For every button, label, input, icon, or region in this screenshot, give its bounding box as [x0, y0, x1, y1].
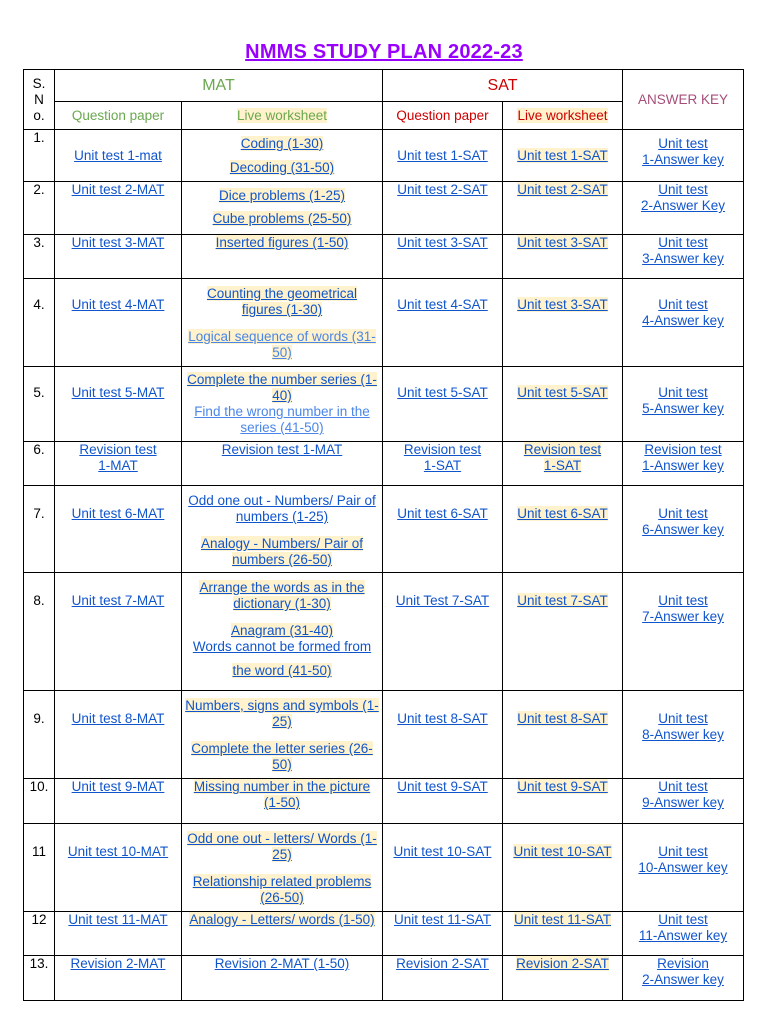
mat-question-paper-link[interactable]: Unit test 3-MAT [71, 235, 165, 250]
mat-question-paper-link[interactable]: Unit test 2-MAT [71, 182, 165, 197]
live-worksheet-link[interactable]: Complete the number series (1-40) [187, 372, 377, 403]
sat-live-worksheet-link[interactable]: Unit test 9-SAT [517, 779, 608, 794]
sat-live-worksheet-header: Live worksheet [503, 102, 623, 130]
table-row [24, 486, 744, 573]
answer-key-link[interactable]: Unit test 1-Answer key [642, 136, 724, 167]
row-number: 10. [24, 779, 55, 824]
row-number: 1. [24, 130, 55, 182]
sat-live-worksheet-link[interactable]: Unit test 8-SAT [517, 711, 608, 726]
mat-question-paper-link[interactable]: Revision 2-MAT [70, 956, 166, 971]
live-worksheet-link[interactable]: Odd one out - letters/ Words (1-25) [187, 831, 377, 862]
answer-key-link[interactable]: Unit test 4-Answer key [642, 297, 724, 328]
mat-question-paper-link[interactable]: Unit test 9-MAT [71, 779, 165, 794]
table-row [24, 367, 744, 442]
mat-question-paper-link[interactable]: Revision test 1-MAT [79, 442, 157, 473]
live-worksheet-link[interactable]: Dice problems (1-25) [218, 188, 346, 203]
sat-live-worksheet-link[interactable]: Unit test 1-SAT [517, 148, 608, 163]
answer-key-link[interactable]: Unit test 9-Answer key [642, 779, 724, 810]
sat-question-paper-link[interactable]: Unit test 4-SAT [397, 297, 488, 312]
row-number: 5. [24, 367, 55, 442]
live-worksheet-link[interactable]: Missing number in the picture (1-50) [193, 779, 371, 810]
sat-question-paper-header: Question paper [383, 102, 503, 130]
sat-live-worksheet-link[interactable]: Unit test 7-SAT [517, 593, 608, 608]
answer-key-link[interactable]: Unit test 2-Answer Key [640, 182, 726, 213]
sat-question-paper-link[interactable]: Unit test 10-SAT [393, 844, 492, 859]
answer-key-link[interactable]: Unit test 10-Answer key [638, 844, 728, 875]
row-number: 3. [24, 235, 55, 279]
sat-live-worksheet-link[interactable]: Revision 2-SAT [516, 956, 609, 971]
live-worksheet-link[interactable]: Coding (1-30) [240, 136, 324, 151]
mat-question-paper-link[interactable]: Unit test 11-MAT [68, 912, 168, 927]
table-row [24, 824, 744, 912]
row-number: 11 [24, 824, 55, 912]
live-worksheet-link[interactable]: Arrange the words as in the dictionary (1-30) [199, 580, 365, 611]
answer-key-link[interactable]: Unit test 3-Answer key [642, 235, 724, 266]
sat-live-worksheet-link[interactable]: Unit test 3-SAT [517, 235, 608, 250]
answer-key-link[interactable]: Revision test 1-Answer key [642, 442, 724, 473]
answer-key-header: ANSWER KEY [623, 70, 744, 130]
sat-header: SAT [383, 70, 623, 102]
answer-key-link[interactable]: Unit test 8-Answer key [642, 711, 724, 742]
mat-question-paper-link[interactable]: Unit test 6-MAT [71, 506, 165, 521]
table-row [24, 956, 744, 1001]
live-worksheet-link[interactable]: Complete the letter series (26-50) [191, 741, 373, 772]
table-row [24, 130, 744, 182]
live-worksheet-link[interactable]: Revision test 1-MAT [221, 442, 343, 457]
answer-key-link[interactable]: Unit test 7-Answer key [642, 593, 724, 624]
row-number: 8. [24, 573, 55, 691]
table-row [24, 442, 744, 486]
row-number: 12 [24, 912, 55, 956]
sat-question-paper-link[interactable]: Unit Test 7-SAT [395, 593, 490, 608]
table-row [24, 235, 744, 279]
answer-key-link[interactable]: Unit test 6-Answer key [642, 506, 724, 537]
live-worksheet-link[interactable]: Logical sequence of words (31-50) [188, 329, 376, 360]
table-row [24, 182, 744, 235]
table-row [24, 691, 744, 779]
mat-question-paper-header: Question paper [55, 102, 182, 130]
live-worksheet-link[interactable]: the word (41-50) [232, 663, 332, 678]
answer-key-link[interactable]: Unit test 11-Answer key [638, 912, 728, 943]
answer-key-link[interactable]: Unit test 5-Answer key [642, 385, 724, 416]
row-number: 13. [24, 956, 55, 1001]
row-number: 4. [24, 279, 55, 367]
live-worksheet-link[interactable]: Counting the geometrical figures (1-30) [206, 286, 358, 317]
row-number: 2. [24, 182, 55, 235]
sat-live-worksheet-link[interactable]: Unit test 10-SAT [513, 844, 612, 859]
study-plan-table [23, 69, 744, 1001]
row-number: 6. [24, 442, 55, 486]
live-worksheet-link[interactable]: Analogy - Letters/ words (1-50) [189, 912, 375, 927]
table-row [24, 779, 744, 824]
live-worksheet-link[interactable]: Relationship related problems (26-50) [192, 874, 372, 905]
mat-header: MAT [55, 70, 383, 102]
table-row [24, 573, 744, 691]
mat-question-paper-link[interactable]: Unit test 5-MAT [71, 385, 165, 400]
sno-header: S. N o. [24, 70, 55, 130]
live-worksheet-link[interactable]: Find the wrong number in the series (41-50) [194, 404, 370, 435]
table-row [24, 279, 744, 367]
sat-question-paper-link[interactable]: Unit test 2-SAT [397, 182, 488, 197]
sat-question-paper-link[interactable]: Unit test 11-SAT [393, 912, 492, 927]
live-worksheet-link[interactable]: Anagram (31-40) [230, 623, 334, 638]
live-worksheet-link[interactable]: Inserted figures (1-50) [215, 235, 349, 250]
sat-live-worksheet-link[interactable]: Unit test 6-SAT [517, 506, 608, 521]
table-row [24, 912, 744, 956]
sat-question-paper-link[interactable]: Unit test 1-SAT [397, 148, 488, 163]
live-worksheet-link[interactable]: Analogy - Numbers/ Pair of numbers (26-50) [200, 536, 364, 567]
live-worksheet-link[interactable]: Odd one out - Numbers/ Pair of numbers (1-25) [188, 493, 376, 524]
row-number: 9. [24, 691, 55, 779]
sat-live-worksheet-link[interactable]: Unit test 5-SAT [517, 385, 608, 400]
row-number: 7. [24, 486, 55, 573]
sat-live-worksheet-link[interactable]: Revision test 1-SAT [523, 442, 602, 473]
answer-key-link[interactable]: Revision 2-Answer key [642, 956, 724, 987]
mat-question-paper-link[interactable]: Unit test 1-mat [74, 148, 162, 163]
live-worksheet-link[interactable]: Words cannot be formed from [192, 639, 372, 654]
mat-question-paper-link[interactable]: Unit test 7-MAT [71, 593, 165, 608]
sat-live-worksheet-link[interactable]: Unit test 11-SAT [513, 912, 612, 927]
page-title: NMMS STUDY PLAN 2022-23 [245, 41, 523, 63]
live-worksheet-link[interactable]: Decoding (31-50) [229, 160, 335, 175]
sat-question-paper-link[interactable]: Unit test 9-SAT [397, 779, 488, 794]
sat-question-paper-link[interactable]: Revision test 1-SAT [403, 442, 482, 473]
sat-live-worksheet-link[interactable]: Unit test 3-SAT [517, 297, 608, 312]
sat-live-worksheet-link[interactable]: Unit test 2-SAT [517, 182, 608, 197]
live-worksheet-link[interactable]: Cube problems (25-50) [212, 211, 352, 226]
sat-question-paper-link[interactable]: Unit test 5-SAT [397, 385, 488, 400]
mat-question-paper-link[interactable]: Unit test 8-MAT [71, 711, 165, 726]
live-worksheet-link[interactable]: Revision 2-MAT (1-50) [214, 956, 350, 971]
sat-question-paper-link[interactable]: Unit test 3-SAT [397, 235, 488, 250]
sat-question-paper-link[interactable]: Unit test 6-SAT [397, 506, 488, 521]
sat-question-paper-link[interactable]: Unit test 8-SAT [397, 711, 488, 726]
live-worksheet-link[interactable]: Numbers, signs and symbols (1-25) [185, 698, 379, 729]
mat-question-paper-link[interactable]: Unit test 10-MAT [67, 844, 169, 859]
mat-live-worksheet-header: Live worksheet [182, 102, 383, 130]
mat-question-paper-link[interactable]: Unit test 4-MAT [71, 297, 165, 312]
sat-question-paper-link[interactable]: Revision 2-SAT [396, 956, 489, 971]
